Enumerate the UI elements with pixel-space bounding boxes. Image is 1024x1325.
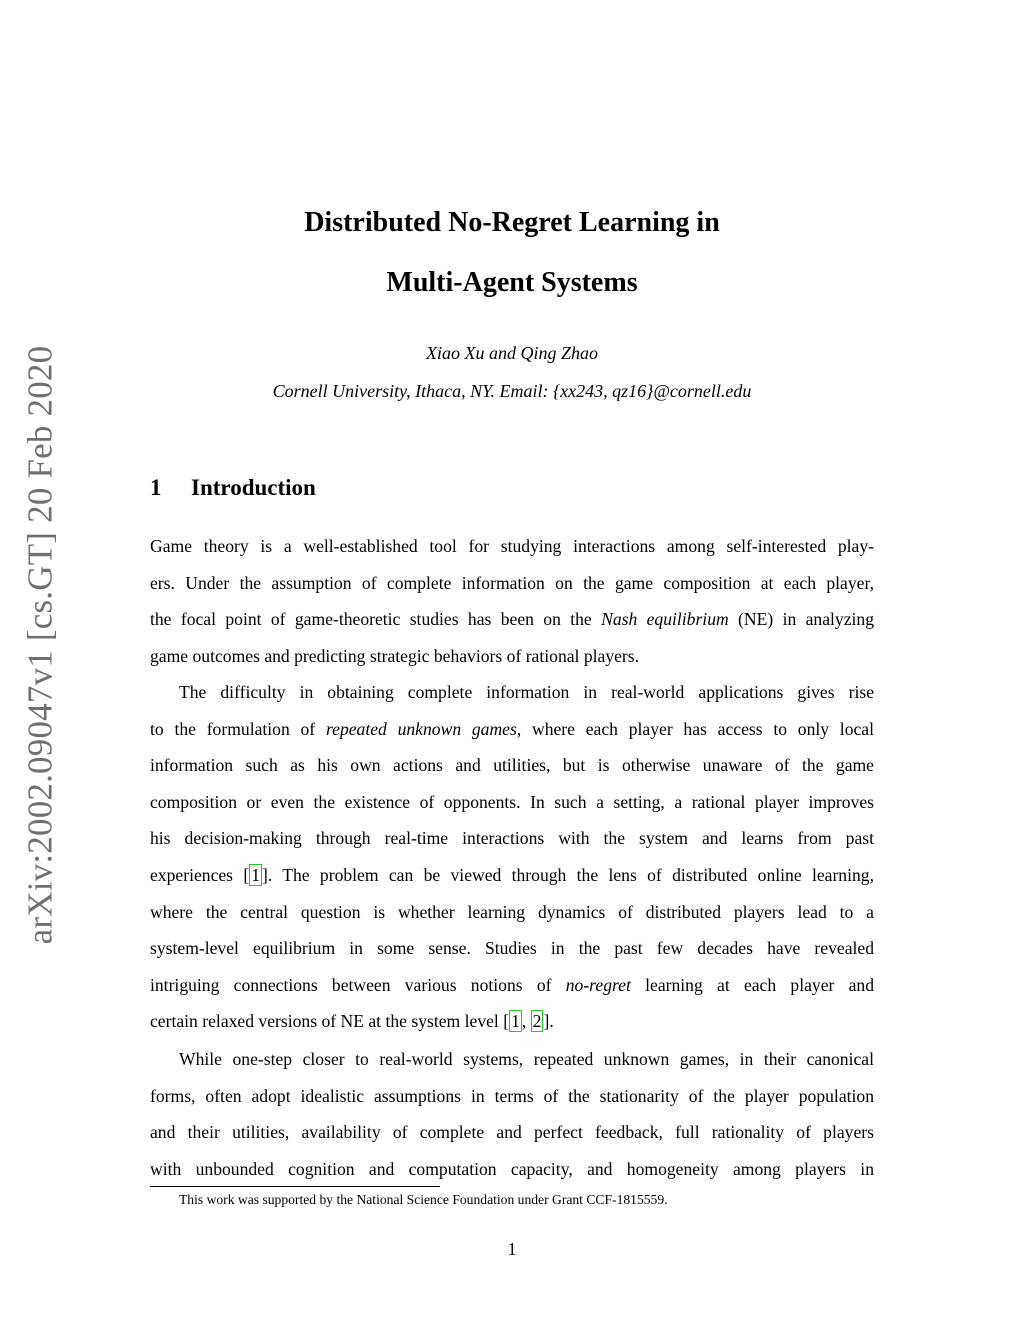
text-span: certain relaxed versions of NE at the system level: [150, 1011, 504, 1032]
section-title: Introduction: [191, 475, 316, 500]
arxiv-identifier-text: arXiv:2002.09047v1 [cs.GT] 20 Feb 2020: [20, 345, 60, 945]
text-line: ers. Under the assumption of complete information on the game composition at each player,: [150, 572, 874, 593]
emphasis-no-regret: no-regret: [565, 974, 631, 995]
paper-title-line-2: Multi-Agent Systems: [386, 267, 638, 298]
author-affiliation: Cornell University, Ithaca, NY. Email: {xx243, qz16}@cornell.edu: [272, 381, 752, 401]
page-number: 1: [507, 1239, 517, 1259]
text-line: Game theory is a well-established tool for studying interactions among self-interested play-: [150, 536, 874, 556]
text-line: [150, 608, 874, 645]
paragraph-1: [150, 535, 874, 681]
text-line: with unbounded cognition and computation capacity, and homogeneity among players in: [150, 1158, 874, 1179]
footnote-rule: [150, 1186, 440, 1187]
text-span: .: [549, 1011, 554, 1032]
text-span: experiences: [150, 864, 244, 885]
footnote-text: This work was supported by the National Science Foundation under Grant CCF-1815559.: [179, 1192, 668, 1207]
text-span: (NE) in analyzing: [728, 609, 874, 630]
citation-bracket: ]: [543, 1011, 550, 1032]
paper-title-line-1: Distributed No-Regret Learning in: [304, 207, 720, 238]
citation-bracket: ]: [262, 864, 268, 885]
emphasis-repeated-unknown-games: repeated unknown games: [325, 718, 517, 739]
text-line: system-level equilibrium in some sense. Studies in the past few decades have revealed: [150, 938, 874, 959]
text-line: information such as his own actions and utilities, but is otherwise unaware of the game: [150, 755, 874, 776]
paragraph-2: [150, 681, 874, 1047]
citation-link-1[interactable]: 1: [251, 864, 260, 885]
text-line: game outcomes and predicting strategic behaviors of rational players.: [150, 645, 640, 666]
citation-link-1[interactable]: 1: [511, 1011, 520, 1032]
citation-bracket: [: [503, 1011, 510, 1032]
text-span: . The problem can be viewed through the lens of distributed online learning,: [267, 864, 874, 885]
text-span: learning at each player and: [630, 974, 874, 995]
text-span: , where each player has access to only local: [516, 718, 874, 739]
text-line: [150, 864, 874, 901]
text-span: to the formulation of: [150, 718, 326, 739]
text-line: While one-step closer to real-world systems, repeated unknown games, in their canonical: [179, 1049, 874, 1069]
section-heading: [150, 474, 316, 502]
text-line: The difficulty in obtaining complete information in real-world applications gives rise: [179, 682, 874, 702]
citation-bracket: [: [243, 864, 250, 885]
text-line: [150, 974, 874, 1011]
citation-link-2[interactable]: 2: [532, 1011, 542, 1032]
text-line: [150, 1010, 874, 1047]
citation-separator: ,: [521, 1011, 531, 1032]
author-list: Xiao Xu and Qing Zhao: [425, 343, 598, 363]
emphasis-nash-equilibrium: Nash equilibrium: [601, 609, 729, 630]
text-line: where the central question is whether learning dynamics of distributed players lead to a: [150, 901, 874, 922]
text-line: and their utilities, availability of complete and perfect feedback, full rationality of players: [150, 1122, 874, 1143]
text-line: composition or even the existence of opponents. In such a setting, a rational player improves: [150, 791, 874, 812]
text-line: his decision-making through real-time interactions with the system and learns from past: [150, 828, 874, 849]
text-line: [150, 718, 874, 755]
arxiv-identifier-stamp: [10, 345, 70, 945]
text-line: forms, often adopt idealistic assumptions in terms of the stationarity of the player population: [150, 1085, 874, 1106]
paragraph-3: [150, 1048, 874, 1194]
text-span: the focal point of game-theoretic studies has been on the: [150, 609, 602, 630]
text-span: intriguing connections between various notions of: [150, 974, 566, 995]
section-number: 1: [150, 475, 162, 500]
